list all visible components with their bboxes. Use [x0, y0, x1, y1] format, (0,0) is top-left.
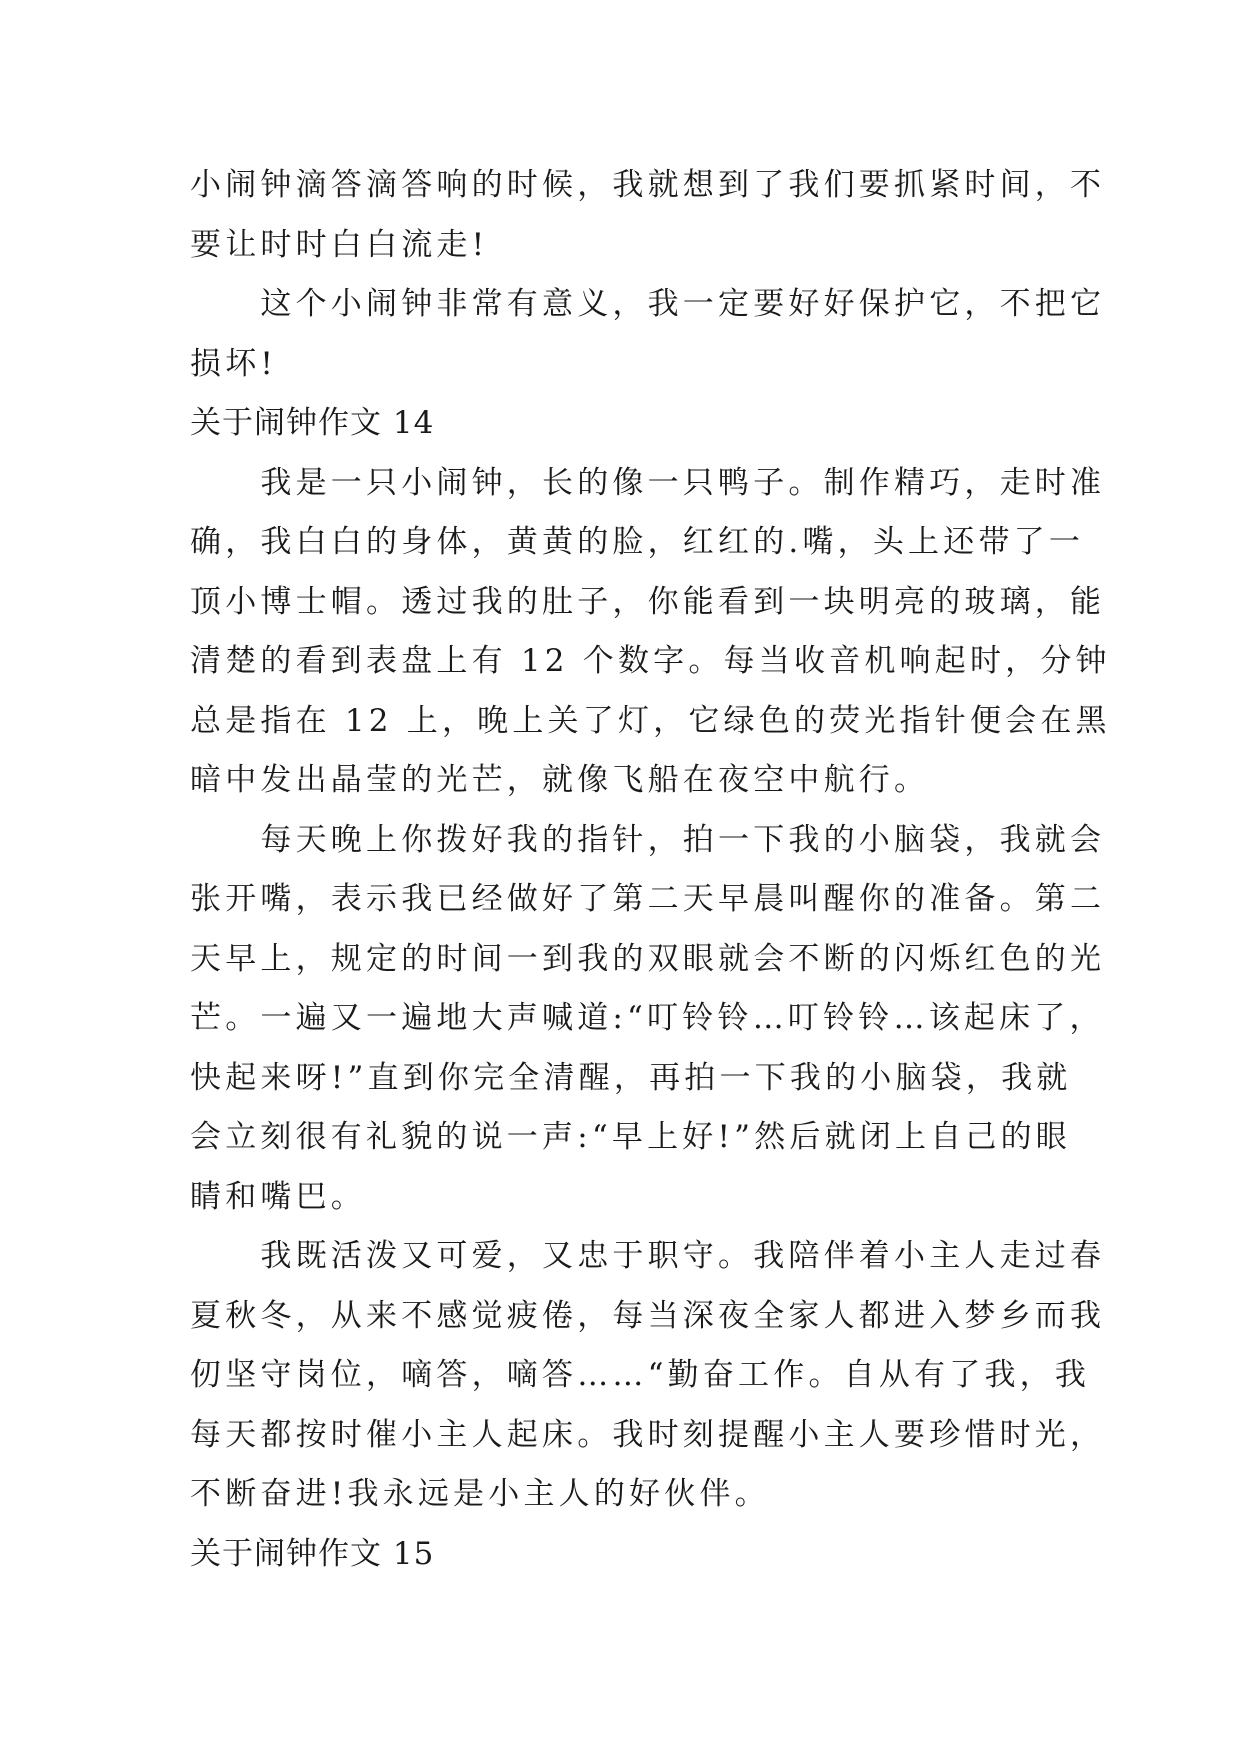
section-heading: 关于闹钟作文 14	[190, 405, 435, 441]
text-line: 每天晚上你拨好我的指针，拍一下我的小脑袋，我就会	[190, 821, 1106, 858]
text-line: 仞坚守岗位，嘀答，嘀答……“勤奋工作。自从有了我，我	[190, 1357, 1091, 1393]
section-heading: 关于闹钟作文 15	[190, 1535, 435, 1572]
text-line: 不断奋进!我永远是小主人的好伙伴。	[190, 1476, 770, 1512]
text-line: 我是一只小闹钟，长的像一只鸭子。制作精巧，走时准	[190, 464, 1106, 501]
text-line: 芒。一遍又一遍地大声喊道:“叮铃铃…叮铃铃…该起床了，	[190, 1000, 1105, 1036]
text-line: 快起来呀!”直到你完全清醒，再拍一下我的小脑袋，我就	[190, 1059, 1072, 1096]
text-line: 会立刻很有礼貌的说一声:“早上好!”然后就闭上自己的眼	[190, 1119, 1071, 1155]
text-line: 夏秋冬，从来不感觉疲倦，每当深夜全家人都进入梦乡而我	[190, 1297, 1106, 1334]
text-line: 小闹钟滴答滴答响的时候，我就想到了我们要抓紧时间，不	[190, 167, 1106, 203]
text-line: 睛和嘴巴。	[190, 1178, 366, 1215]
text-line: 天早上，规定的时间一到我的双眼就会不断的闪烁红色的光	[190, 940, 1106, 977]
document-body	[190, 156, 1111, 1584]
text-line: 要让时时白白流走!	[190, 226, 489, 263]
text-line: 暗中发出晶莹的光芒，就像飞船在夜空中航行。	[190, 762, 930, 798]
text-line: 清楚的看到表盘上有 12 个数字。每当收音机响起时，分钟	[190, 643, 1111, 679]
text-line: 这个小闹钟非常有意义，我一定要好好保护它，不把它	[190, 286, 1106, 322]
text-line: 每天都按时催小主人起床。我时刻提醒小主人要珍惜时光，	[190, 1416, 1106, 1453]
text-line: 我既活泼又可爱，又忠于职守。我陪伴着小主人走过春	[190, 1238, 1106, 1274]
text-line: 张开嘴，表示我已经做好了第二天早晨叫醒你的准备。第二	[190, 881, 1106, 917]
text-line: 确，我白白的身体，黄黄的脸，红红的.嘴，头上还带了一	[190, 524, 1085, 560]
text-line: 损坏!	[190, 345, 278, 382]
text-line: 顶小博士帽。透过我的肚子，你能看到一块明亮的玻璃，能	[190, 583, 1106, 620]
text-line: 总是指在 12 上，晚上关了灯，它绿色的荧光指针便会在黑	[190, 702, 1111, 739]
